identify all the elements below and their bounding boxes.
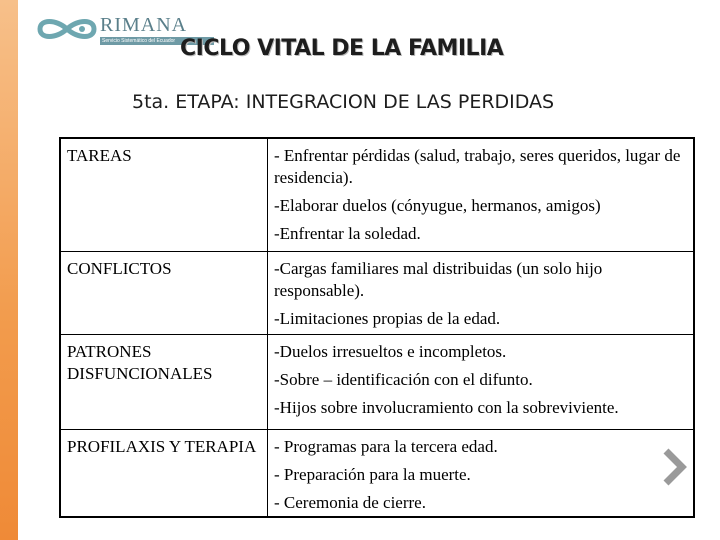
table-row bbox=[60, 335, 694, 430]
row-line: -Hijos sobre involucramiento con la sobreviviente. bbox=[274, 398, 619, 417]
row-label: PROFILAXIS Y TERAPIA bbox=[60, 430, 268, 518]
row-line: - Enfrentar pérdidas (salud, trabajo, seres queridos, lugar de residencia). bbox=[274, 146, 681, 187]
page-subtitle: 5ta. ETAPA: INTEGRACION DE LAS PERDIDAS bbox=[132, 91, 555, 113]
brand-name: RIMANA bbox=[100, 14, 188, 36]
row-line: -Duelos irresueltos e incompletos. bbox=[274, 342, 507, 361]
row-content bbox=[268, 252, 695, 335]
row-line: -Limitaciones propias de la edad. bbox=[274, 309, 501, 328]
row-line: -Enfrentar la soledad. bbox=[274, 224, 421, 243]
row-line: -Sobre – identificación con el difunto. bbox=[274, 370, 533, 389]
row-content bbox=[268, 430, 695, 518]
table-row bbox=[60, 252, 694, 335]
row-line: -Cargas familiares mal distribuidas (un solo hijo responsable). bbox=[274, 259, 603, 300]
row-line: - Ceremonia de cierre. bbox=[274, 493, 426, 512]
row-label: TAREAS bbox=[60, 138, 268, 252]
page-title: CICLO VITAL DE LA FAMILIA bbox=[180, 36, 504, 61]
next-slide-chevron-icon[interactable] bbox=[662, 447, 688, 487]
table-row bbox=[60, 138, 694, 252]
stage-table bbox=[59, 137, 695, 518]
brand-tagline: Servicio Sistemático del Ecuador bbox=[100, 37, 214, 45]
row-content bbox=[268, 335, 695, 430]
row-line: - Preparación para la muerte. bbox=[274, 465, 471, 484]
row-label: PATRONES DISFUNCIONALES bbox=[60, 335, 268, 430]
left-accent-bar bbox=[0, 0, 18, 540]
brand-logo bbox=[36, 14, 186, 48]
row-line: - Programas para la tercera edad. bbox=[274, 437, 498, 456]
row-label: CONFLICTOS bbox=[60, 252, 268, 335]
infinity-knot-icon bbox=[36, 14, 98, 44]
row-line: -Elaborar duelos (cónyugue, hermanos, amigos) bbox=[274, 196, 601, 215]
table-row bbox=[60, 430, 694, 518]
row-content bbox=[268, 138, 695, 252]
